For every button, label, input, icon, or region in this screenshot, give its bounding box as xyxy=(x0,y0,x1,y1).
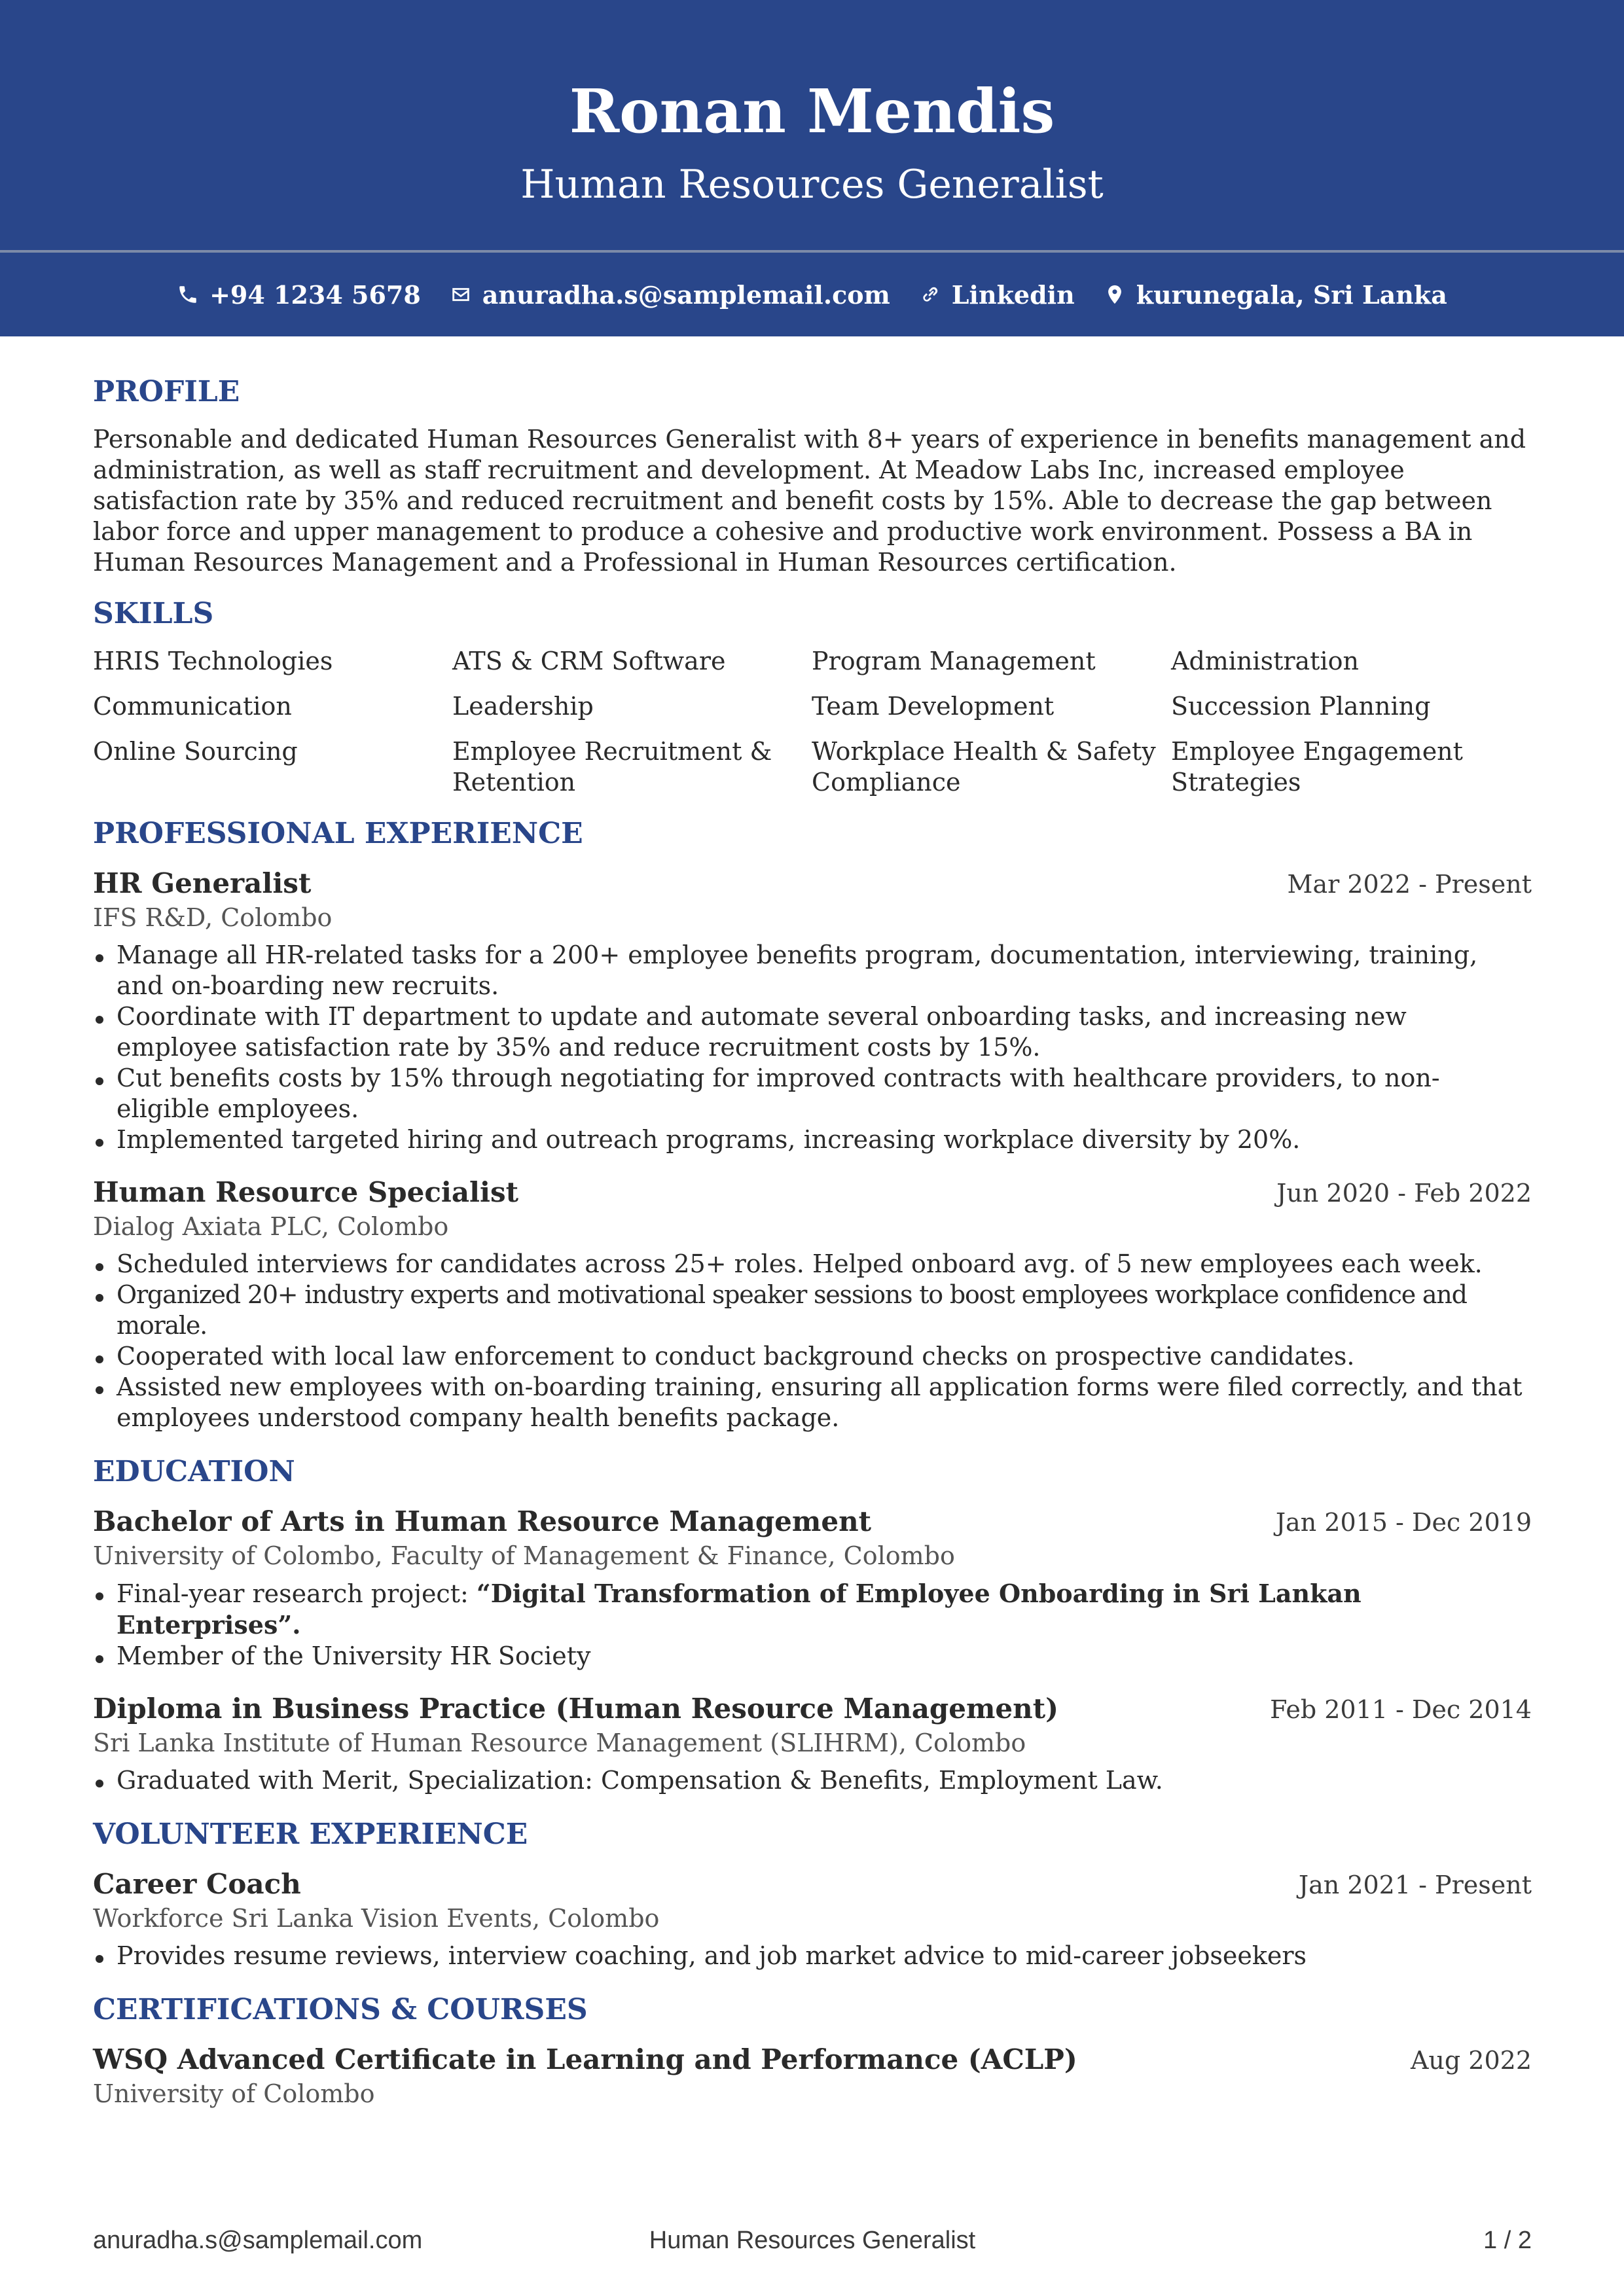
section-heading-experience: PROFESSIONAL EXPERIENCE xyxy=(93,817,583,850)
education-entry xyxy=(93,1504,1532,1672)
entry-date: Mar 2022 - Present xyxy=(1287,870,1532,899)
profile-summary: Personable and dedicated Human Resources Generalist with 8+ years of experience in benefits management and administration, as well as staff recruitment and development. At Meadow Labs Inc, increased employee satisfaction rate by 35% and reduced recruitment and benefit costs by 15%. Able to decrease the gap between labor force and upper management to produce a cohesive and productive work environment. Possess a BA in Human Resources Management and a Professional in Human Resources certification. xyxy=(93,425,1526,577)
bullet-item xyxy=(93,1578,1532,1641)
section-heading-volunteer: VOLUNTEER EXPERIENCE xyxy=(93,1818,528,1851)
bullet-list xyxy=(93,1249,1532,1433)
entry-title: Career Coach xyxy=(93,1868,301,1900)
resume-body xyxy=(93,353,1532,2129)
entry-title: Bachelor of Arts in Human Resource Management xyxy=(93,1505,872,1537)
skill-item: Leadership xyxy=(452,692,594,721)
bullet-item: Scheduled interviews for candidates across 25+ roles. Helped onboard avg. of 5 new employees each week. xyxy=(93,1249,1532,1280)
candidate-name: Ronan Mendis xyxy=(569,76,1055,147)
footer-email: anuradha.s@samplemail.com xyxy=(93,2227,423,2254)
header-band xyxy=(0,0,1624,250)
entry-organization: Sri Lanka Institute of Human Resource Management (SLIHRM), Colombo xyxy=(93,1729,1026,1757)
research-project-title: “Digital Transformation of Employee Onboarding in Sri Lankan Enterprises”. xyxy=(117,1579,1362,1640)
bullet-item: Cooperated with local law enforcement to conduct background checks on prospective candidates. xyxy=(93,1341,1532,1372)
entry-date: Aug 2022 xyxy=(1410,2046,1532,2075)
skill-item: Succession Planning xyxy=(1171,692,1431,721)
experience-entry xyxy=(93,1175,1532,1433)
phone-text: +94 1234 5678 xyxy=(209,279,421,310)
email-text: anuradha.s@samplemail.com xyxy=(482,279,890,310)
location-pin-icon xyxy=(1104,283,1126,306)
bullet-item: Implemented targeted hiring and outreach programs, increasing workplace diversity by 20%. xyxy=(93,1124,1532,1155)
bullet-list xyxy=(93,1765,1532,1796)
contact-phone xyxy=(177,280,421,310)
bullet-list xyxy=(93,1578,1532,1672)
page-footer xyxy=(93,2227,1532,2259)
entry-date: Jun 2020 - Feb 2022 xyxy=(1276,1179,1532,1208)
candidate-title: Human Resources Generalist xyxy=(520,162,1104,207)
contact-linkedin[interactable] xyxy=(919,280,1075,310)
skill-item: Employee Recruitment & Retention xyxy=(452,737,772,797)
page-number: 1 / 2 xyxy=(1483,2227,1532,2254)
contact-location xyxy=(1104,280,1447,310)
location-text: kurunegala, Sri Lanka xyxy=(1136,279,1447,310)
bullet-item: Member of the University HR Society xyxy=(93,1641,1532,1672)
bullet-item: Organized 20+ industry experts and motivational speaker sessions to boost employees workplace confidence and morale. xyxy=(93,1280,1532,1341)
skill-item: Employee Engagement Strategies xyxy=(1171,737,1463,797)
experience-entry xyxy=(93,866,1532,1155)
link-icon xyxy=(919,283,941,306)
phone-icon xyxy=(177,283,199,306)
entry-title: WSQ Advanced Certificate in Learning and Performance (ACLP) xyxy=(93,2043,1077,2075)
bullet-item: Manage all HR-related tasks for a 200+ employee benefits program, documentation, interviewing, training, and on-boarding new recruits. xyxy=(93,940,1532,1001)
skill-item: Team Development xyxy=(812,692,1055,721)
skill-item: Program Management xyxy=(812,647,1096,675)
section-heading-profile: PROFILE xyxy=(93,375,240,408)
skills-grid xyxy=(93,646,1532,798)
entry-organization: University of Colombo xyxy=(93,2079,375,2108)
bullet-item: Assisted new employees with on-boarding training, ensuring all application forms were filed correctly, and that employees understood company health benefits package. xyxy=(93,1372,1532,1433)
skill-item: Online Sourcing xyxy=(93,737,298,766)
section-heading-certifications: CERTIFICATIONS & COURSES xyxy=(93,1993,588,2026)
skill-item: Administration xyxy=(1171,647,1359,675)
bullet-list xyxy=(93,1941,1532,1971)
bullet-item: Coordinate with IT department to update and automate several onboarding tasks, and increasing new employee satisfaction rate by 35% and reduce recruitment costs by 15%. xyxy=(93,1001,1532,1063)
envelope-icon xyxy=(450,283,472,306)
section-heading-education: EDUCATION xyxy=(93,1455,295,1488)
entry-title: Diploma in Business Practice (Human Resource Management) xyxy=(93,1693,1058,1725)
contact-email[interactable] xyxy=(450,280,890,310)
entry-organization: University of Colombo, Faculty of Management & Finance, Colombo xyxy=(93,1541,955,1570)
skill-item: HRIS Technologies xyxy=(93,647,333,675)
section-heading-skills: SKILLS xyxy=(93,597,214,630)
contact-bar xyxy=(0,253,1624,336)
skill-item: ATS & CRM Software xyxy=(452,647,726,675)
footer-title: Human Resources Generalist xyxy=(649,2227,976,2254)
bullet-item: Graduated with Merit, Specialization: Compensation & Benefits, Employment Law. xyxy=(93,1765,1532,1796)
skill-item: Workplace Health & Safety Compliance xyxy=(812,737,1156,797)
entry-organization: Workforce Sri Lanka Vision Events, Colombo xyxy=(93,1904,660,1933)
entry-date: Feb 2011 - Dec 2014 xyxy=(1270,1695,1532,1724)
entry-title: HR Generalist xyxy=(93,867,312,899)
entry-organization: Dialog Axiata PLC, Colombo xyxy=(93,1212,449,1241)
certification-entry xyxy=(93,2042,1532,2109)
entry-organization: IFS R&D, Colombo xyxy=(93,903,333,932)
bullet-list xyxy=(93,940,1532,1155)
linkedin-text: Linkedin xyxy=(951,279,1075,310)
volunteer-entry xyxy=(93,1867,1532,1971)
bullet-item: Provides resume reviews, interview coaching, and job market advice to mid-career jobseekers xyxy=(93,1941,1532,1971)
entry-date: Jan 2015 - Dec 2019 xyxy=(1275,1508,1532,1537)
entry-title: Human Resource Specialist xyxy=(93,1176,519,1208)
skill-item: Communication xyxy=(93,692,292,721)
bullet-prefix: Final-year research project: xyxy=(117,1579,477,1608)
entry-date: Jan 2021 - Present xyxy=(1298,1871,1532,1899)
bullet-item: Cut benefits costs by 15% through negotiating for improved contracts with healthcare providers, to non-eligible employees. xyxy=(93,1063,1532,1124)
education-entry xyxy=(93,1691,1532,1796)
